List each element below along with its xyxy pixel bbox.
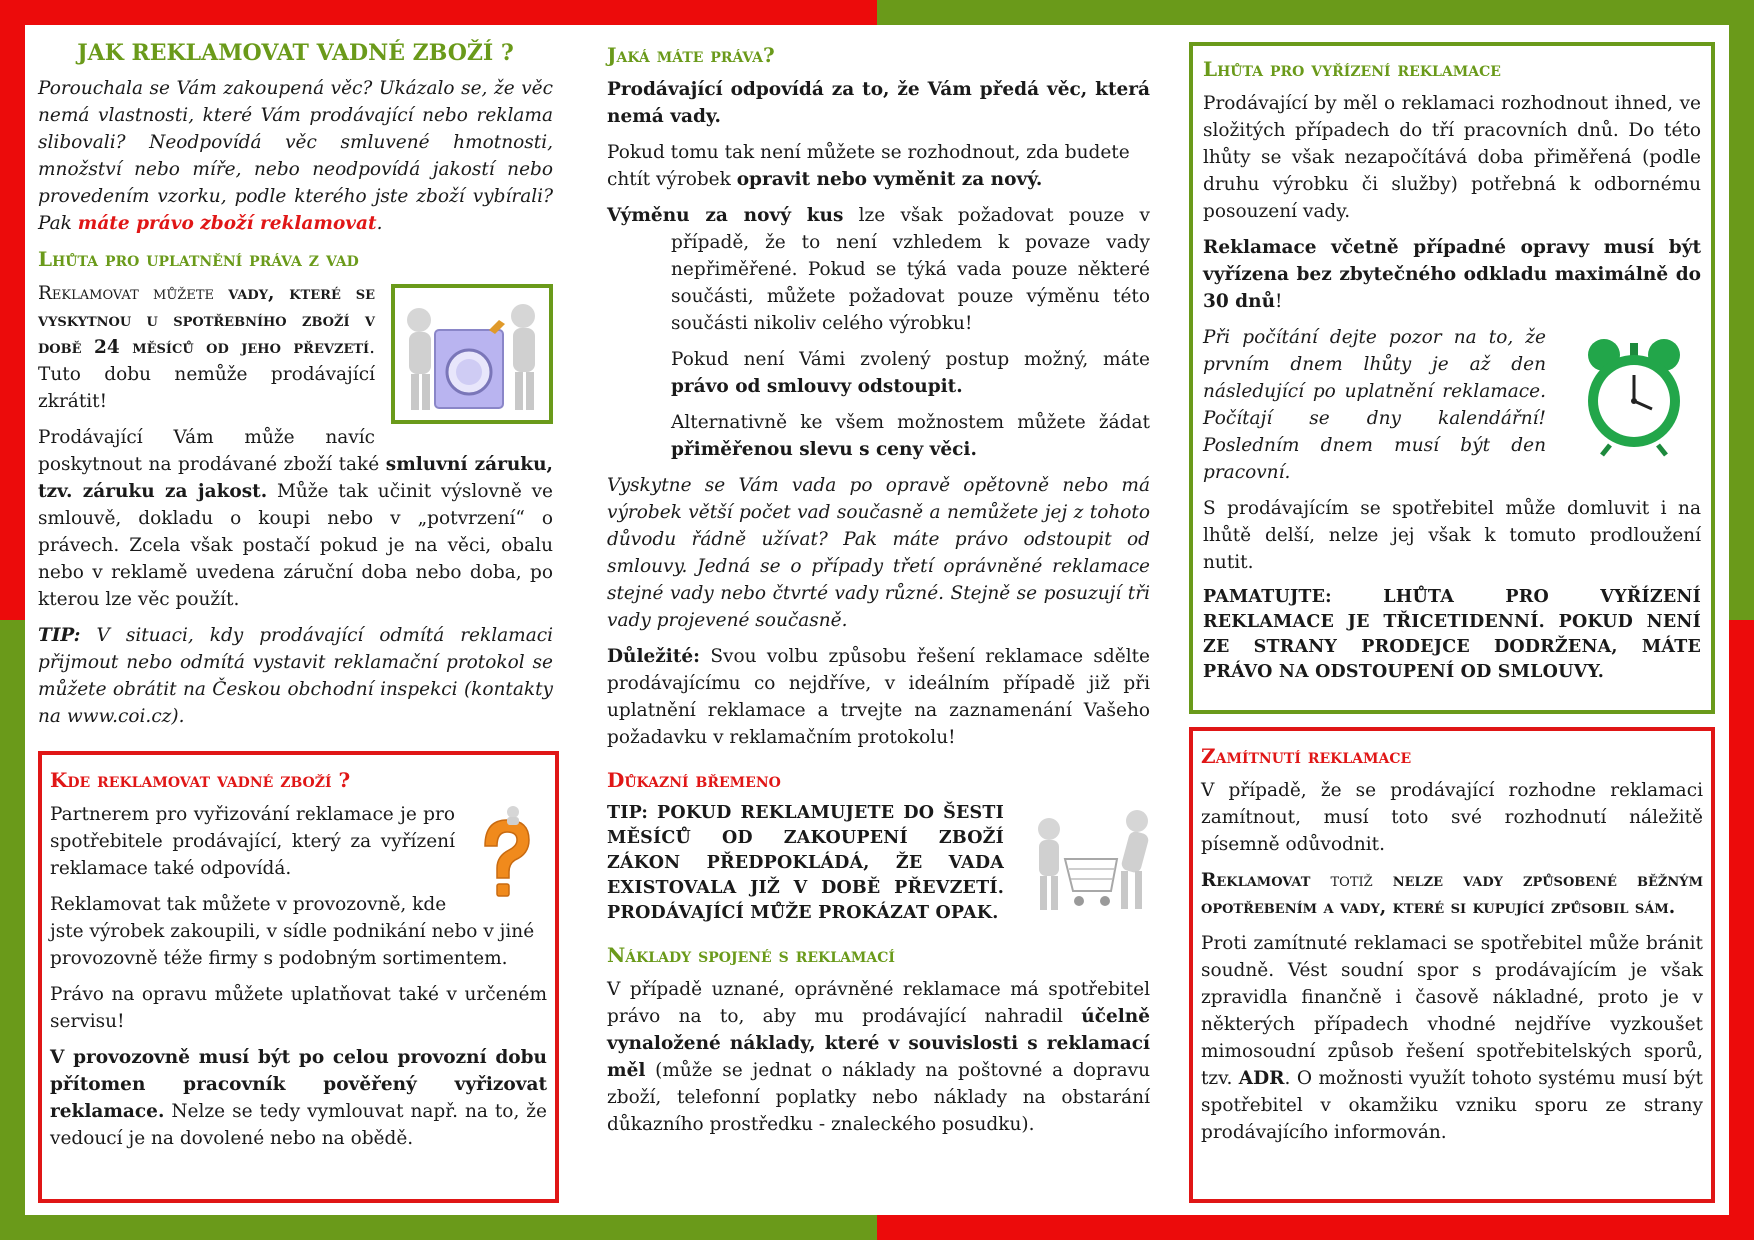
alarm-clock-icon	[1566, 330, 1701, 460]
p-kde-provozovna: Reklamovat tak můžete v provozovně, kde jste výrobek zakoupili, v sídle podnikání nebo v jiné provozovně téže firmy s podobným sortimentem.	[50, 894, 535, 969]
frame-bottom-green	[0, 1215, 877, 1240]
p-nelze-vady: Reklamovat totiž nelze vady způsobené běžným opotřebením a vady, které si kupující způsobil sám.	[1201, 870, 1703, 918]
frame-top-red	[0, 0, 877, 25]
tip-coi: TIP: V situaci, kdy prodávající odmítá reklamaci přijmout nebo odmítá vystavit reklamační protokol se můžete obrátit na Českou obchodní inspekci (kontakty na www.coi.cz).	[38, 625, 553, 727]
p-pocitani: Při počítání dejte pozor na to, že prvním dnem lhůty je až den následující po uplatnění reklamace. Počítají se dny kalendářní! Posledním dnem musí být den pracovní.	[1203, 327, 1546, 483]
washing-machine-figures-icon	[391, 284, 553, 424]
p-servis: Právo na opravu můžete uplatňovat také v určeném servisu!	[50, 984, 547, 1032]
column-1	[38, 36, 553, 739]
heading-prava: Jaká máte práva?	[607, 43, 775, 67]
question-mark-figure-icon	[465, 801, 547, 911]
heading-kde-reklamovat: Kde reklamovat vadné zboží ?	[50, 768, 351, 792]
p-pracovnik: V provozovně musí být po celou provozní dobu přítomen pracovník pověřený vyřizovat reklamace. Nelze se tedy vymlouvat např. na to, že vedoucí je na dovolené nebo na obědě.	[50, 1047, 547, 1149]
page-title: JAK REKLAMOVAT VADNÉ ZBOŽÍ ?	[77, 40, 514, 66]
heading-naklady: Náklady spojené s reklamací	[607, 943, 895, 967]
frame-right-red	[1729, 620, 1754, 1240]
p-opakovana-vada: Vyskytne se Vám vada po opravě opětovně nebo má výrobek větší počet vad současně a nemůžete jej z tohoto důvodu řádně užívat? Pak máte právo odstoupit od smlouvy. Jedná se o případy třetí oprávněné reklamace stejné vady nebo čtvrté vady různé. Stejně se posuzují tři vady projevené současně.	[607, 475, 1150, 631]
box-lhuta-vyrizeni	[1189, 42, 1715, 714]
p-sleva: Alternativně ke všem možnostem můžete žádat přiměřenou slevu s ceny věci.	[671, 412, 1150, 460]
p-reklamovat-vady: Reklamovat můžete vady, které se vyskytnou u spotřebního zboží v době 24 měsíců od jeho převzetí. Tuto dobu nemůže prodávající zkrátit!	[38, 283, 375, 412]
heading-dukazni-bremeno: Důkazní břemeno	[607, 768, 781, 792]
frame-top-green	[877, 0, 1754, 25]
column-2	[607, 36, 1150, 1147]
intro-paragraph: Porouchala se Vám zakoupená věc? Ukázalo se, že věc nemá vlastnosti, které Vám prodávající nebo reklama slibovali? Neodpovídá věc smluvené hmotnosti, množství nebo míře, nebo neodpovídá jakostí nebo provedením vzorku, podle kterého jste zboží vybírali? Pak máte právo zboží reklamovat.	[38, 78, 553, 234]
frame-left-green	[0, 620, 25, 1240]
p-opravit-vymenit: Pokud tomu tak není můžete se rozhodnout, zda budete chtít výrobek opravit nebo vyměnit za nový.	[607, 142, 1130, 190]
p-delsi-lhuta: S prodávajícím se spotřebitel může domluvit i na lhůtě delší, nelze jej však k tomuto prodloužení nutit.	[1203, 498, 1701, 573]
p-pamatujte: PAMATUJTE: LHŮTA PRO VYŘÍZENÍ REKLAMACE JE TŘICETIDENNÍ. POKUD NENÍ ZE STRANY PRODEJCE DODRŽENA, MÁTE PRÁVO NA ODSTOUPENÍ OD SMLOUVY.	[1203, 587, 1701, 682]
p-adr: Proti zamítnuté reklamaci se spotřebitel může bránit soudně. Vést soudní spor s prodávajícím je však zpravidla finančně i časově nákladné, proto je v některých případech vhodné nejdříve vyzkoušet mimosoudní způsob řešení spotřebitelských sporů, tzv. ADR. O možnosti využít tohoto systému musí být spotřebitel v okamžiku vzniku sporu ze strany prodávajícího informován.	[1201, 933, 1703, 1143]
box-kde-reklamovat	[38, 751, 559, 1203]
intro-highlight: máte právo zboží reklamovat	[77, 213, 377, 234]
shopping-cart-figures-icon	[1020, 801, 1170, 921]
p-zamitnout: V případě, že se prodávající rozhodne reklamaci zamítnout, musí toto své rozhodnutí náležitě písemně odůvodnit.	[1201, 780, 1703, 855]
tip-sest-mesicu: TIP: POKUD REKLAMUJETE DO ŠESTI MĚSÍCŮ OD ZAKOUPENÍ ZBOŽÍ ZÁKON PŘEDPOKLÁDÁ, ŽE VADA EXISTOVALA JIŽ V DOBĚ PŘEVZETÍ. PRODÁVAJÍCÍ MŮŽE PROKÁZAT OPAK.	[607, 803, 1005, 923]
p-vymena: Výměnu za nový kus lze však požadovat pouze v případě, že to není vzhledem k povaze vady nepřiměřené. Pokud se týká vada pouze některé součásti, můžete požadovat pouze výměnu této součásti nikoliv celého výrobku!	[607, 205, 1150, 334]
frame-bottom-red	[877, 1215, 1754, 1240]
box-zamitnuti	[1189, 727, 1715, 1203]
p-smluvni-zaruka: Prodávající Vám může navíc poskytnout na prodávané zboží také smluvní záruku, tzv. záruku za jakost. Může tak učinit výslovně ve smlouvě, dokladu o koupi nebo v „potvrzení“ o právech. Zcela však postačí pokud je na věci, obalu nebo v reklamě uvedena záruční doba nebo doba, po kterou lze věc použít.	[38, 427, 553, 610]
heading-lhuta-uplatneni: Lhůta pro uplatnění práva z vad	[38, 247, 359, 271]
p-naklady: V případě uznané, oprávněné reklamace má spotřebitel právo na to, aby mu prodávající nahradil účelně vynaložené náklady, které v souvislosti s reklamací měl (může se jednat o náklady na poštovné a dopravu zboží, telefonní poplatky nebo náklady na obstarání důkazního prostředku - znaleckého posudku).	[607, 979, 1150, 1135]
frame-right-green	[1729, 0, 1754, 620]
frame-left-red	[0, 0, 25, 620]
p-partner: Partnerem pro vyřizování reklamace je pro spotřebitele prodávající, který za vyřízení reklamace také odpovídá.	[50, 804, 455, 879]
heading-zamitnuti: Zamítnutí reklamace	[1201, 744, 1412, 768]
p-rozhodnout-ihned: Prodávající by měl o reklamaci rozhodnout ihned, ve složitých případech do tří pracovních dnů. Do této lhůty se však nezapočítává doba přiměřená (podle druhu výrobku či služby) potřebná k odbornému posouzení vady.	[1203, 93, 1701, 222]
p-dulezite: Důležité: Svou volbu způsobu řešení reklamace sdělte prodávajícímu co nejdříve, v ideálním případě již při uplatnění reklamace a trvejte na zaznamenání Vašeho požadavku v reklamačním protokolu!	[607, 646, 1150, 748]
p-30-dnu: Reklamace včetně případné opravy musí být vyřízena bez zbytečného odkladu maximálně do 30 dnů!	[1203, 237, 1701, 312]
p-odstoupit: Pokud není Vámi zvolený postup možný, máte právo od smlouvy odstoupit.	[671, 349, 1150, 397]
p-prodavajici-odpovida: Prodávající odpovídá za to, že Vám předá věc, která nemá vady.	[607, 79, 1150, 127]
heading-lhuta-vyrizeni: Lhůta pro vyřízení reklamace	[1203, 57, 1501, 81]
